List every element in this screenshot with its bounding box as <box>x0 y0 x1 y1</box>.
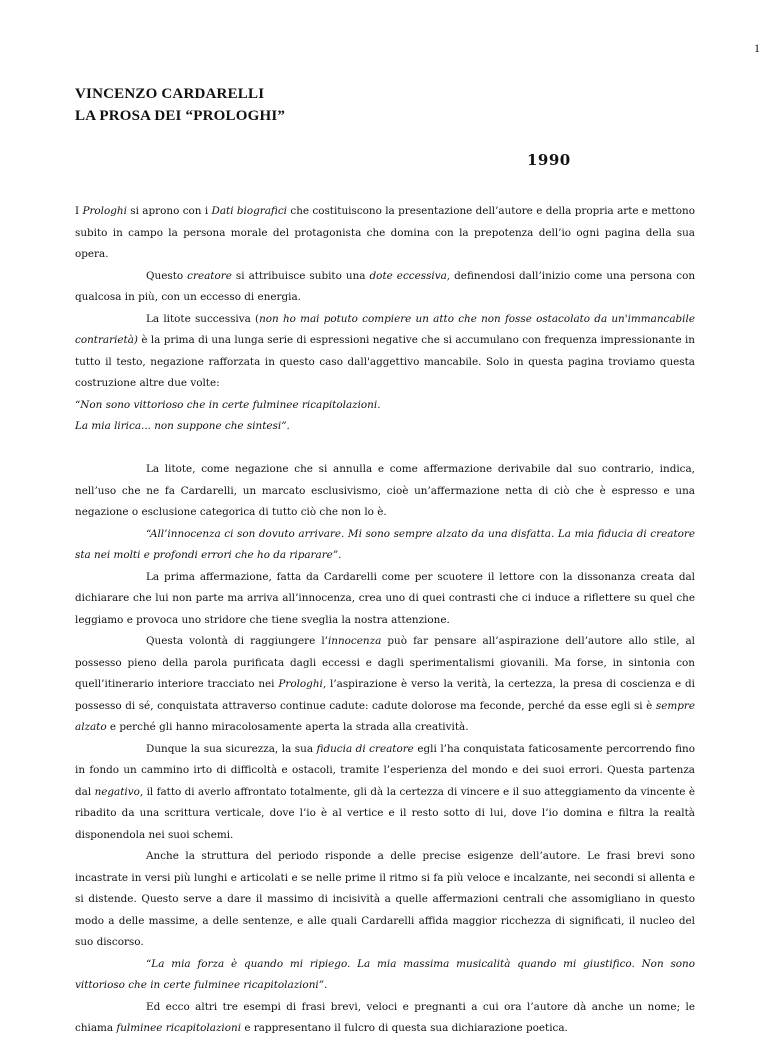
italic-run: La mia lirica... non suppone che sintesi”. <box>75 420 290 432</box>
paragraph-3 <box>75 309 695 395</box>
text-run: Dunque la sua sicurezza, la sua <box>146 742 317 755</box>
text-run: che costituiscono la presentazione dell’autore e della propria arte e mettono subito in campo la persona morale del protagonista che domina con la prepotenza dell’io ogni pagina della sua opera. <box>75 205 695 260</box>
text-run: e perché gli hanno miracolosamente aperta la strada alla creatività. <box>106 721 469 733</box>
author-heading: VINCENZO CARDARELLI <box>75 86 265 102</box>
italic-run: Prologhi, <box>278 678 327 690</box>
text-run: egli l’ha conquistata faticosamente percorrendo fino in fondo un cammino irto di difficoltà e ostacoli, tramite l’esperienza del mondo e dei suoi errori. Questa partenza dal <box>75 742 695 798</box>
paragraph-11 <box>75 997 695 1040</box>
italic-run: sempre alzato <box>75 699 695 733</box>
text-run: è la prima di una lunga serie di espressioni negative che si accumulano con frequenza impressionante in tutto il testo, negazione rafforzata in questo caso dall'aggettivo mancabile. Solo in questa pagina troviamo questa costruzione altre due volte: <box>75 334 695 389</box>
paragraph-4: La litote, come negazione che si annulla e come affermazione derivabile dal suo contrario, indica, nell’uso che ne fa Cardarelli, un marcato esclusivismo, cioè un’affermazione netta di ciò che è espresso e una negazione o esclusione categorica di tutto ciò che non lo è. <box>75 463 695 518</box>
italic-run: innocenza <box>327 635 382 647</box>
italic-run: dote eccessiva, <box>369 269 451 282</box>
italic-run: negativo, <box>94 785 144 798</box>
text-run: Questa volontà di raggiungere l’ <box>146 635 328 647</box>
italic-run: “All’innocenza ci son dovuto arrivare. Mi sono sempre alzato da una disfatta. La mia fiducia di creatore sta nei molti e profondi errori che ho da riparare”. <box>75 527 695 561</box>
year-heading: 1990 <box>527 151 571 169</box>
text-run: si aprono con i <box>126 205 212 217</box>
essay-title: LA PROSA DEI “PROLOGHI” <box>75 108 286 124</box>
text-run: Questo <box>146 269 188 282</box>
paragraph-10-quote <box>75 954 695 997</box>
paragraph-1 <box>75 201 695 266</box>
text-run: e rappresentano il fulcro di questa sua dichiarazione poetica. <box>241 1022 568 1034</box>
paragraph-5-quote <box>75 524 695 567</box>
italic-run: fiducia di creatore <box>316 742 414 755</box>
text-run: l’aspirazione è verso la verità, la certezza, la presa di coscienza e di possesso di sé, conquistata attraverso continue cadute: cadute dolorose ma feconde, perché da esse egli si è <box>75 678 695 712</box>
page-number: 1 <box>754 41 760 55</box>
paragraph-2 <box>75 266 695 309</box>
text-run: si attribuisce subito una <box>231 269 370 282</box>
text-run: può far pensare all’aspirazione dell’autore allo stile, al possesso pieno della parola purificata dagli eccessi e dagli sperimentalismi giovanili. Ma forse, in sintonia con quell’itinerario interiore tracciato nei <box>75 635 695 690</box>
italic-run: Dati biografici <box>211 205 288 217</box>
paragraph-gap <box>75 438 695 460</box>
text-run: I <box>75 205 83 217</box>
text-run: La litote successiva ( <box>146 312 260 325</box>
title-block <box>75 83 285 127</box>
paragraph-9: Anche la struttura del periodo risponde a delle precise esigenze dell’autore. Le frasi brevi sono incastrate in versi più lunghi e articolati e se nelle prime il ritmo si fa più veloce e incalzante, nei secondi si allenta e si distende. Questo serve a dare il massimo di incisività a quelle affermazioni centrali che assomigliano in questo modo a delle massime, a delle sentenze, e alle quali Cardarelli affida maggior ricchezza di significati, il nucleo del suo discorso. <box>75 850 695 948</box>
paragraph-6: La prima affermazione, fatta da Cardarelli come per scuotere il lettore con la dissonanza creata dal dichiarare che lui non parte ma arriva all’innocenza, crea uno di quei contrasti che ci induce a riflettere su quel che leggiamo e provoca uno stridore che tiene sveglia la nostra attenzione. <box>75 570 695 626</box>
paragraph-7 <box>75 631 695 739</box>
italic-run: “Non sono vittorioso che in certe fulminee ricapitolazioni. <box>75 398 381 411</box>
italic-run: creatore <box>187 269 232 282</box>
italic-run: “La mia forza è quando mi ripiego. La mia massima musicalità quando mi giustifico. Non sono vittorioso che in certe fulminee ricapitolazioni”. <box>75 957 695 991</box>
text-run: il fatto di averlo affrontato totalmente, gli dà la certezza di vincere e il suo atteggiamento da vincente è ribadito da una scrittura verticale, dove l’io è al vertice e il resto sotto di lui, dove l’io domina e filtra la realtà disponendola nei suoi schemi. <box>75 785 695 841</box>
italic-run: non ho mai potuto compiere un atto che non fosse ostacolato da un'immancabile contrarietà) <box>75 312 695 346</box>
italic-run: Prologhi <box>82 205 127 217</box>
quote-line-2 <box>75 416 695 438</box>
italic-run: fulminee ricapitolazioni <box>116 1022 242 1034</box>
paragraph-8 <box>75 739 695 847</box>
quote-line-1 <box>75 395 695 417</box>
document-body <box>75 201 695 1040</box>
text-run: Ed ecco altri tre esempi di frasi brevi, veloci e pregnanti a cui ora l’autore dà anche un nome; le chiama <box>75 1000 695 1034</box>
text-run: definendosi dall’inizio come una persona con qualcosa in più, con un eccesso di energia. <box>75 269 696 303</box>
